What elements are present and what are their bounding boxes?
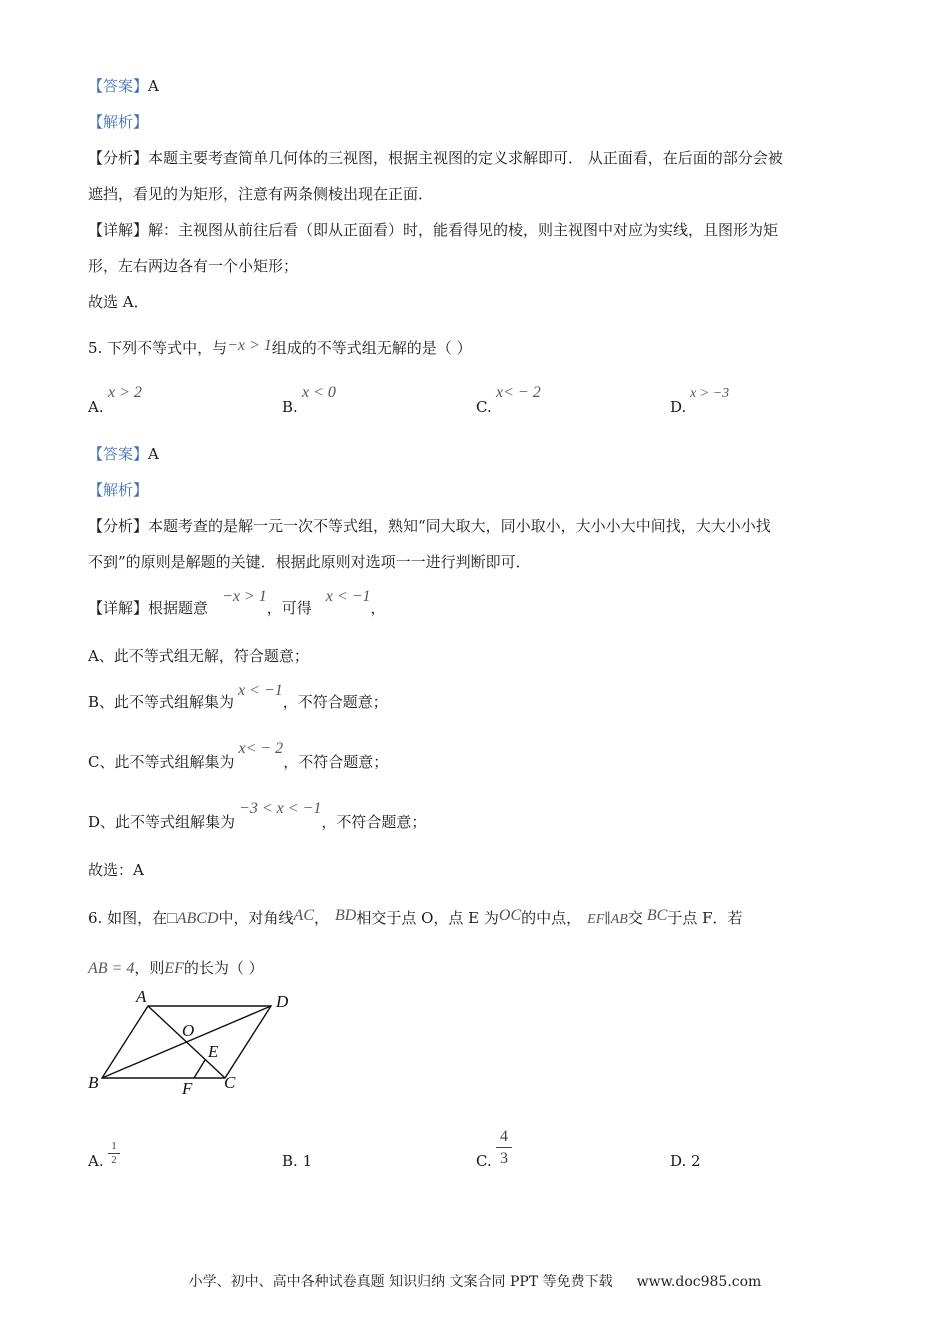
q6-option-c[interactable]: C. <box>476 1152 492 1170</box>
q6-option-b[interactable]: B. 1 <box>282 1152 313 1170</box>
q5-conclusion: 故选：A <box>88 861 144 879</box>
parallelogram-figure <box>80 985 310 1100</box>
page-footer <box>0 1271 950 1291</box>
q4-fenxi-line1: 【分析】本题主要考查简单几何体的三视图，根据主视图的定义求解即可． 从正面看，在后面的部分会被 <box>88 149 783 167</box>
q6-stem-line1: 6. 如图，在□ABCD中，对角线AC， BD相交于点 O，点 E 为OC的中点， EF∥AB交 BC于点 F．若 <box>88 907 743 927</box>
q5-xiangjie-line: 【详解】根据题意−x > 1，可得x < −1， <box>88 588 386 617</box>
q4-conclusion: 故选 A． <box>88 293 149 311</box>
q5-stem: 5. 下列不等式中，与−x > 1组成的不等式组无解的是（ ） <box>88 337 472 357</box>
xiangjie-tag: 【详解】 <box>88 221 149 239</box>
q5-option-b[interactable]: B. x < 0 <box>282 384 336 416</box>
q4-analysis-tag: 【解析】 <box>88 113 149 131</box>
label-b: B <box>88 1073 99 1092</box>
fenxi-tag: 【分析】 <box>88 149 149 167</box>
q6-option-a[interactable]: A. <box>88 1152 104 1170</box>
q6-stem-line2: AB = 4，则EF的长为（ ） <box>88 959 264 977</box>
q5-fenxi-line2: 不到”的原则是解题的关键．根据此原则对选项一一进行判断即可． <box>88 553 531 571</box>
q4-answer-line <box>88 76 159 96</box>
q5-case-d: D、此不等式组解集为−3 < x < −1，不符合题意； <box>88 800 427 831</box>
q4-xiangjie-line1: 【详解】解：主视图从前往后看（即从正面看）时，能看得见的棱，则主视图中对应为实线，且图形为矩 <box>88 221 779 239</box>
q6-option-d[interactable]: D. 2 <box>670 1152 701 1170</box>
label-a: A <box>136 987 147 1006</box>
q5-option-c[interactable]: C. x< − 2 <box>476 384 541 416</box>
label-f: F <box>182 1079 193 1098</box>
footer-text: 小学、初中、高中各种试卷真题 知识归纳 文案合同 PPT 等免费下载 <box>188 1274 613 1290</box>
q5-answer-line: 【答案】A <box>88 445 159 463</box>
q5-case-a: A、此不等式组无解，符合题意； <box>88 647 309 665</box>
q5-case-b: B、此不等式组解集为x < −1，不符合题意； <box>88 682 388 711</box>
answer-tag: 【答案】 <box>88 77 149 95</box>
q5-analysis-tag: 【解析】 <box>88 481 149 499</box>
label-c: C <box>224 1073 236 1092</box>
q5-option-d[interactable]: D. x > −3 <box>670 386 730 416</box>
answer-value: A <box>148 77 159 95</box>
q6-option-a-fraction: 1 2 <box>108 1140 120 1167</box>
q5-stem-math: −x > 1 <box>227 337 272 354</box>
parallelogram-symbol: □ABCD <box>167 910 219 927</box>
q4-fenxi-line2: 遮挡，看见的为矩形，注意有两条侧棱出现在正面． <box>88 185 434 203</box>
q5-case-c: C、此不等式组解集为x< − 2，不符合题意； <box>88 740 389 771</box>
footer-url[interactable]: www.doc985.com <box>636 1274 762 1290</box>
q6-option-c-fraction: 4 3 <box>496 1126 512 1169</box>
label-d: D <box>276 992 289 1011</box>
label-o: O <box>182 1021 195 1040</box>
q5-option-a[interactable]: A. x > 2 <box>88 384 142 416</box>
q4-xiangjie-line2: 形，左右两边各有一个小矩形； <box>88 257 299 275</box>
q5-fenxi-line1: 【分析】本题考查的是解一元一次不等式组，熟知“同大取大，同小取小，大小小大中间找，大大小小找 <box>88 517 771 535</box>
label-e: E <box>208 1042 219 1061</box>
